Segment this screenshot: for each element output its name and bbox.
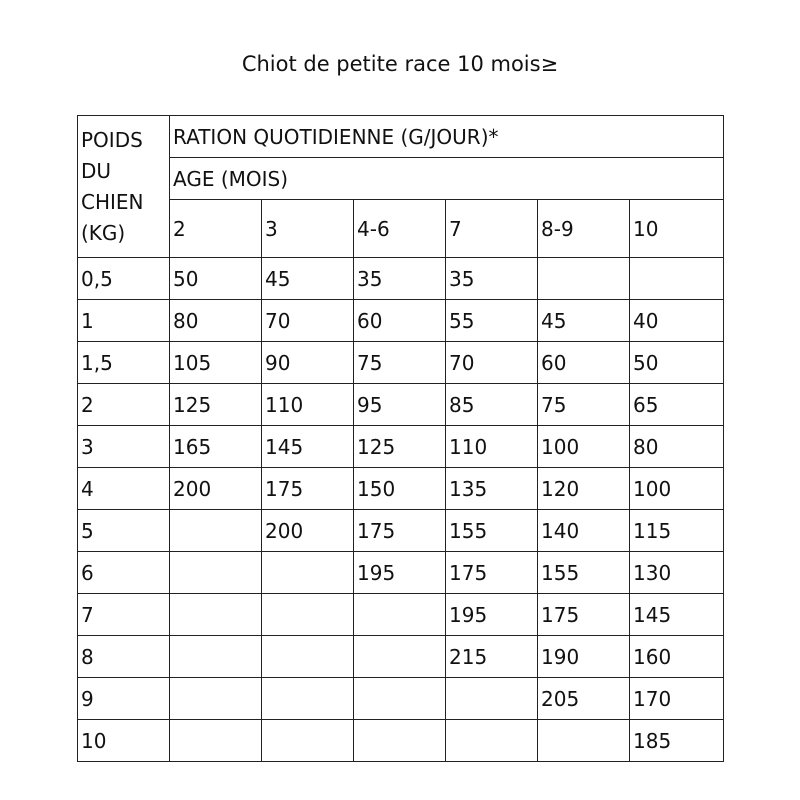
ration-cell: 195 bbox=[446, 594, 538, 636]
ration-cell: 75 bbox=[354, 342, 446, 384]
ration-cell: 85 bbox=[446, 384, 538, 426]
ration-cell: 50 bbox=[630, 342, 724, 384]
ration-cell: 135 bbox=[446, 468, 538, 510]
ration-cell bbox=[170, 552, 262, 594]
ration-cell: 165 bbox=[170, 426, 262, 468]
ration-cell bbox=[354, 678, 446, 720]
ration-cell: 100 bbox=[630, 468, 724, 510]
ration-cell: 195 bbox=[354, 552, 446, 594]
table-row bbox=[78, 552, 724, 594]
ration-cell: 40 bbox=[630, 300, 724, 342]
weight-cell: 10 bbox=[78, 720, 170, 762]
ration-cell bbox=[170, 678, 262, 720]
weight-cell: 9 bbox=[78, 678, 170, 720]
ration-cell bbox=[538, 258, 630, 300]
ration-cell: 125 bbox=[354, 426, 446, 468]
weight-cell: 0,5 bbox=[78, 258, 170, 300]
ration-cell: 80 bbox=[170, 300, 262, 342]
ration-cell: 45 bbox=[262, 258, 354, 300]
ration-cell bbox=[170, 510, 262, 552]
ration-cell: 35 bbox=[354, 258, 446, 300]
ration-cell: 110 bbox=[446, 426, 538, 468]
ration-cell: 130 bbox=[630, 552, 724, 594]
ration-cell bbox=[446, 678, 538, 720]
weight-cell: 1,5 bbox=[78, 342, 170, 384]
ration-cell: 200 bbox=[262, 510, 354, 552]
ration-cell: 160 bbox=[630, 636, 724, 678]
ration-cell: 75 bbox=[538, 384, 630, 426]
ration-cell: 190 bbox=[538, 636, 630, 678]
ration-cell bbox=[170, 636, 262, 678]
ration-cell: 80 bbox=[630, 426, 724, 468]
weight-cell: 4 bbox=[78, 468, 170, 510]
ration-cell: 155 bbox=[446, 510, 538, 552]
ration-cell: 175 bbox=[354, 510, 446, 552]
header-row-age-columns bbox=[78, 200, 724, 258]
table-row bbox=[78, 510, 724, 552]
ration-cell: 205 bbox=[538, 678, 630, 720]
ration-cell: 175 bbox=[446, 552, 538, 594]
table-row bbox=[78, 300, 724, 342]
ration-cell: 60 bbox=[538, 342, 630, 384]
ration-table-body bbox=[78, 116, 724, 762]
ration-cell: 150 bbox=[354, 468, 446, 510]
ration-cell: 170 bbox=[630, 678, 724, 720]
ration-cell: 60 bbox=[354, 300, 446, 342]
ration-cell bbox=[262, 720, 354, 762]
ration-cell bbox=[262, 678, 354, 720]
ration-cell: 125 bbox=[170, 384, 262, 426]
ration-cell bbox=[262, 552, 354, 594]
ration-cell: 65 bbox=[630, 384, 724, 426]
ration-cell bbox=[538, 720, 630, 762]
ration-cell bbox=[630, 258, 724, 300]
ration-cell: 120 bbox=[538, 468, 630, 510]
table-row bbox=[78, 678, 724, 720]
ration-cell: 95 bbox=[354, 384, 446, 426]
table-row bbox=[78, 468, 724, 510]
ration-cell bbox=[354, 594, 446, 636]
weight-cell: 7 bbox=[78, 594, 170, 636]
ration-cell bbox=[262, 594, 354, 636]
age-column-header: 10 bbox=[630, 200, 724, 258]
table-row bbox=[78, 342, 724, 384]
ration-cell bbox=[170, 594, 262, 636]
ration-cell: 70 bbox=[446, 342, 538, 384]
ration-cell bbox=[354, 720, 446, 762]
ration-cell: 50 bbox=[170, 258, 262, 300]
ration-cell: 35 bbox=[446, 258, 538, 300]
weight-cell: 2 bbox=[78, 384, 170, 426]
ration-cell: 115 bbox=[630, 510, 724, 552]
table-row bbox=[78, 720, 724, 762]
ration-cell: 175 bbox=[538, 594, 630, 636]
age-column-header: 8-9 bbox=[538, 200, 630, 258]
age-column-header: 7 bbox=[446, 200, 538, 258]
page-title: Chiot de petite race 10 mois≥ bbox=[241, 52, 559, 76]
age-header-cell: AGE (MOIS) bbox=[170, 158, 724, 200]
ration-cell: 155 bbox=[538, 552, 630, 594]
weight-cell: 1 bbox=[78, 300, 170, 342]
weight-cell: 8 bbox=[78, 636, 170, 678]
ration-cell: 140 bbox=[538, 510, 630, 552]
ration-cell: 70 bbox=[262, 300, 354, 342]
ration-cell: 45 bbox=[538, 300, 630, 342]
ration-cell: 55 bbox=[446, 300, 538, 342]
table-row bbox=[78, 384, 724, 426]
ration-cell: 90 bbox=[262, 342, 354, 384]
age-column-header: 4-6 bbox=[354, 200, 446, 258]
weight-cell: 3 bbox=[78, 426, 170, 468]
header-row-ration bbox=[78, 116, 724, 158]
ration-cell: 110 bbox=[262, 384, 354, 426]
ration-cell: 145 bbox=[262, 426, 354, 468]
weight-header-cell: POIDS DU CHIEN (KG) bbox=[78, 116, 170, 258]
weight-cell: 6 bbox=[78, 552, 170, 594]
ration-table bbox=[77, 115, 724, 762]
ration-cell: 200 bbox=[170, 468, 262, 510]
ration-cell bbox=[262, 636, 354, 678]
table-row bbox=[78, 426, 724, 468]
ration-cell: 175 bbox=[262, 468, 354, 510]
ration-cell: 185 bbox=[630, 720, 724, 762]
age-column-header: 2 bbox=[170, 200, 262, 258]
ration-cell: 105 bbox=[170, 342, 262, 384]
header-row-age bbox=[78, 158, 724, 200]
weight-cell: 5 bbox=[78, 510, 170, 552]
ration-header-cell: RATION QUOTIDIENNE (G/JOUR)* bbox=[170, 116, 724, 158]
ration-cell bbox=[354, 636, 446, 678]
table-row bbox=[78, 636, 724, 678]
ration-cell: 215 bbox=[446, 636, 538, 678]
ration-cell: 100 bbox=[538, 426, 630, 468]
table-row bbox=[78, 258, 724, 300]
age-column-header: 3 bbox=[262, 200, 354, 258]
ration-cell: 145 bbox=[630, 594, 724, 636]
table-row bbox=[78, 594, 724, 636]
ration-cell bbox=[446, 720, 538, 762]
ration-cell bbox=[170, 720, 262, 762]
